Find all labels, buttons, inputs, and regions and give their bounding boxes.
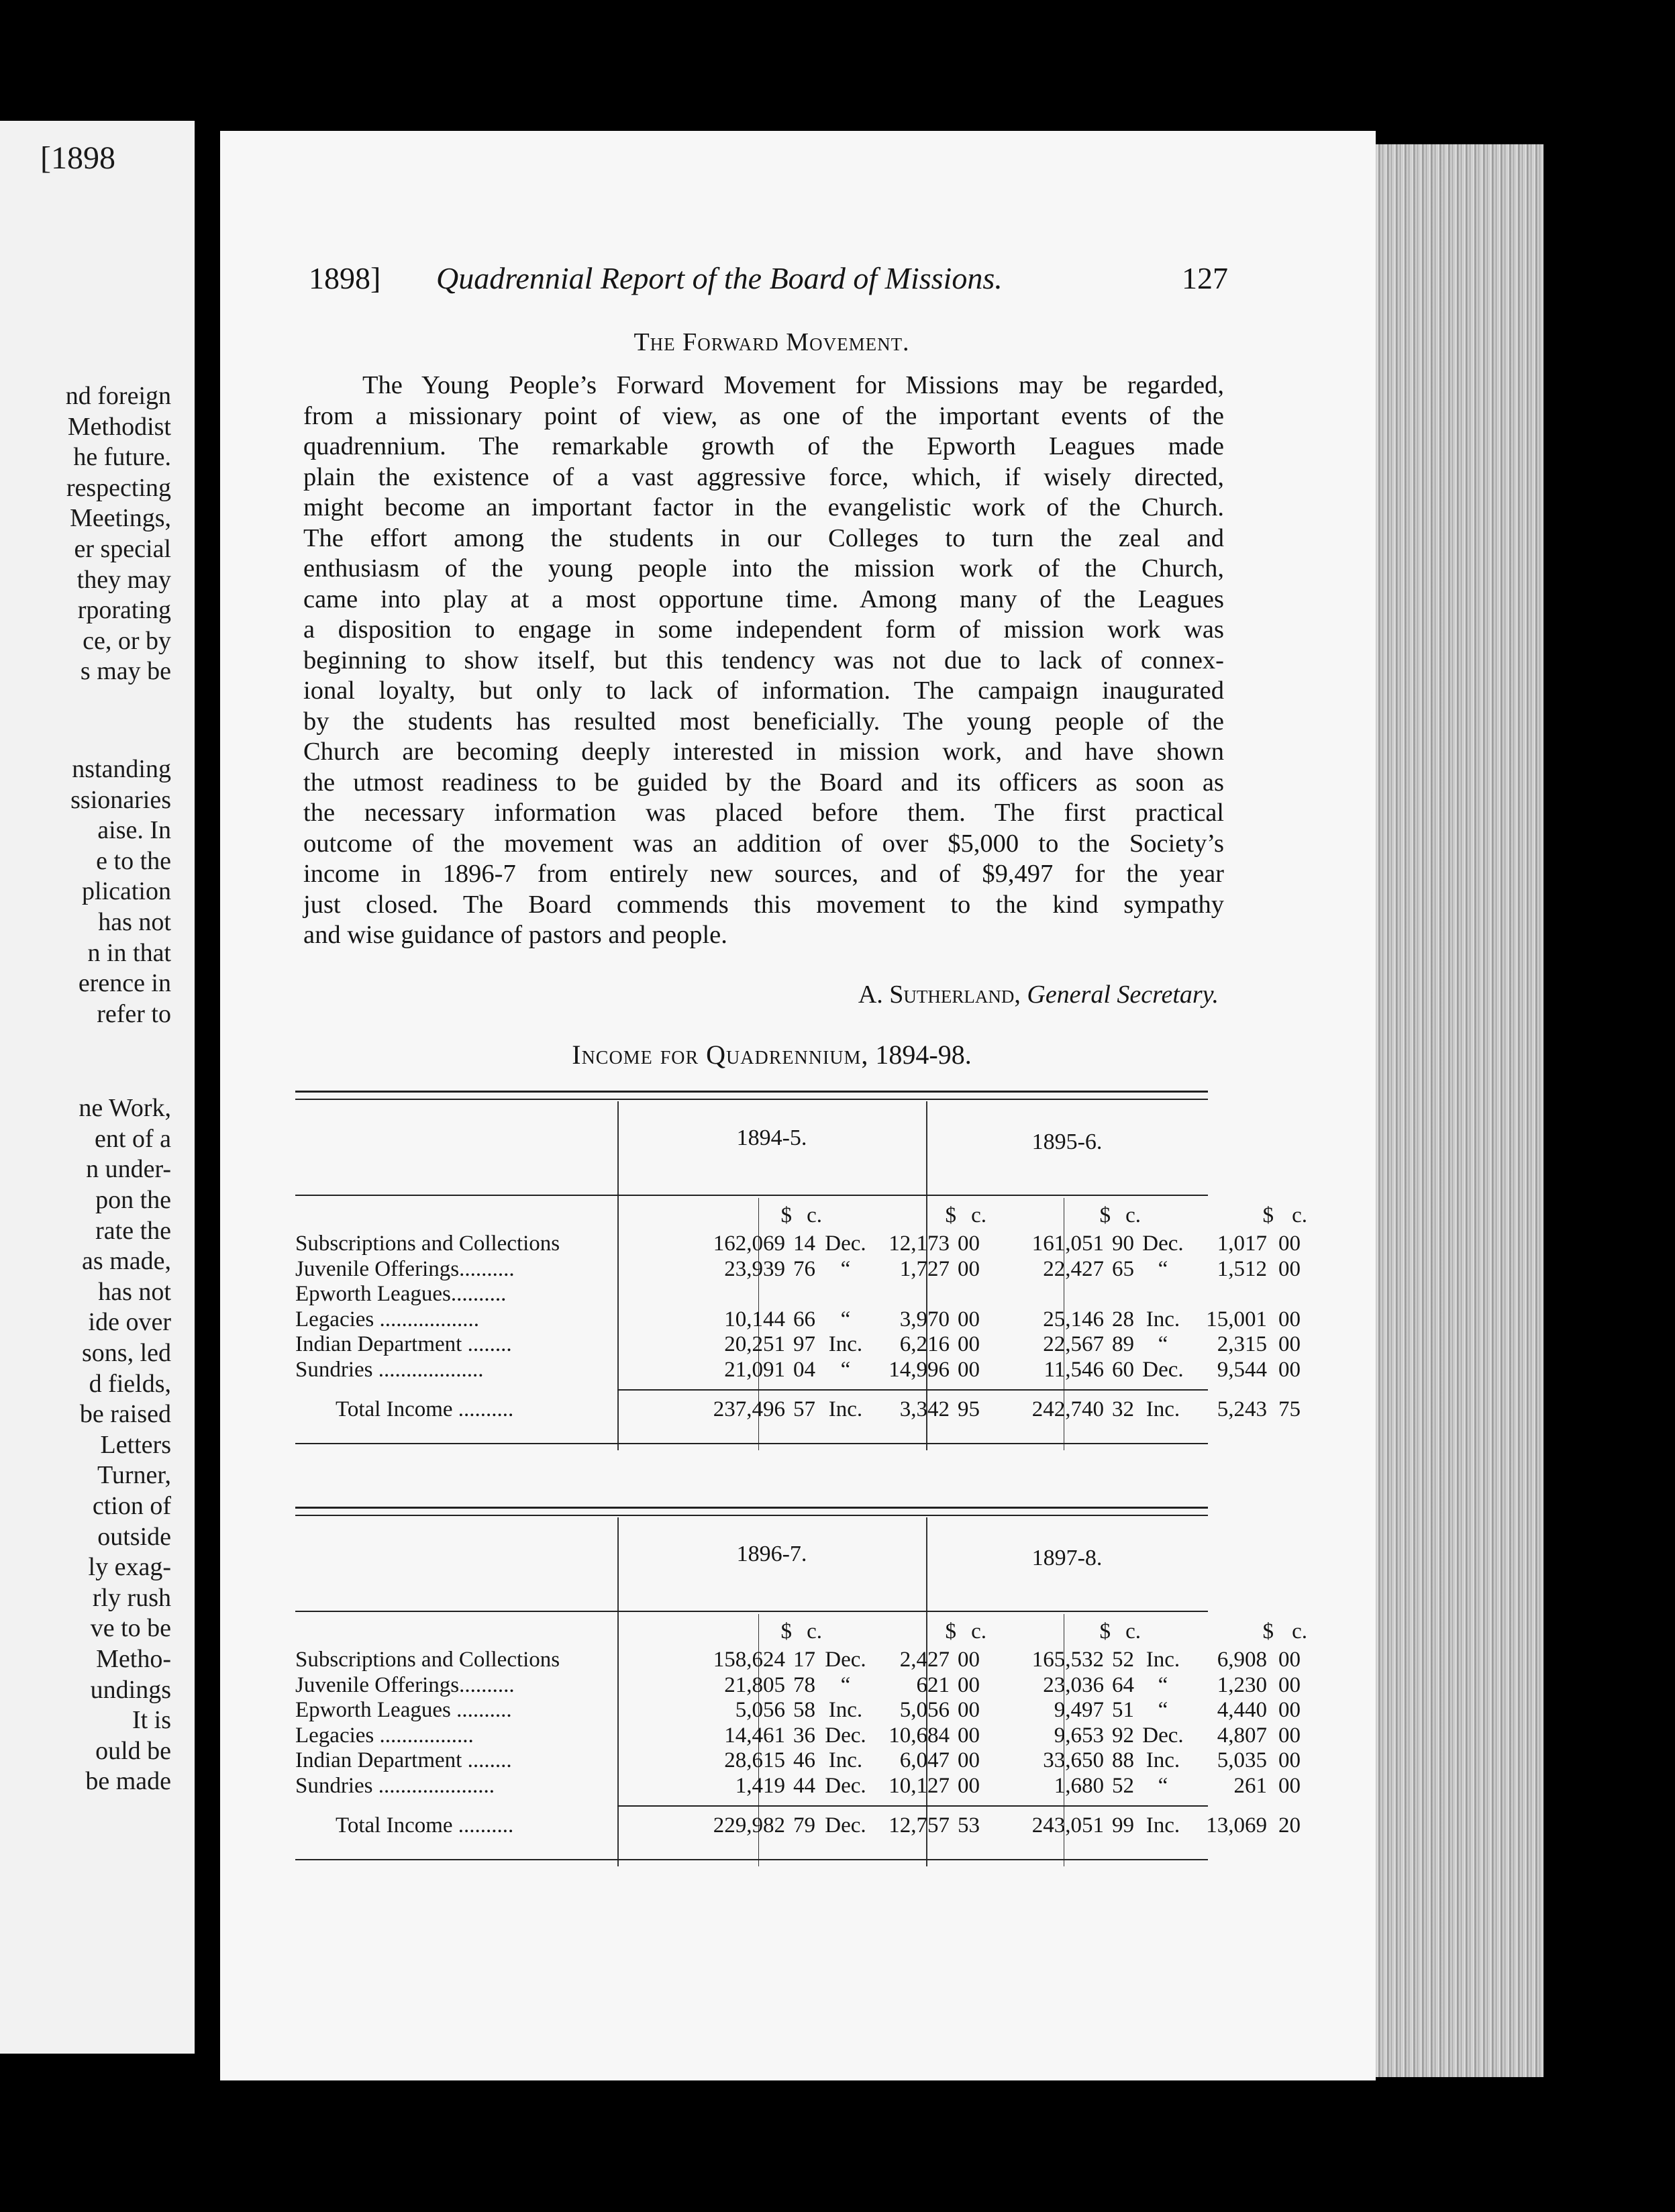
table-bottom-rule bbox=[295, 1859, 1208, 1860]
table-cell: 25,146 bbox=[1043, 1307, 1104, 1331]
table-cell: 23,939 bbox=[724, 1256, 785, 1281]
table-unit-label: $ bbox=[1099, 1619, 1111, 1644]
table-cell: 78 bbox=[793, 1672, 815, 1697]
table-cell: 22,567 bbox=[1043, 1332, 1104, 1356]
table-cell: 33,650 bbox=[1043, 1748, 1104, 1772]
table-total-cell: Dec. bbox=[825, 1813, 866, 1838]
table-cell: 1,419 bbox=[735, 1773, 785, 1798]
table-cell: 1,512 bbox=[1217, 1256, 1267, 1281]
income-title-years: 1894-98. bbox=[875, 1040, 972, 1070]
body-line: the utmost readiness to be guided by the Board and its officers as soon as bbox=[303, 768, 1224, 797]
table-total-cell: 79 bbox=[793, 1813, 815, 1838]
section-title: The Forward Movement. bbox=[633, 328, 910, 356]
body-line: The effort among the students in our Colleges to turn the zeal and bbox=[303, 523, 1224, 552]
table-cell: Dec. bbox=[825, 1723, 866, 1748]
income-table-1896-98 bbox=[295, 1507, 1307, 1882]
table-cell: “ bbox=[1158, 1698, 1168, 1722]
left-page-line: ssionaries bbox=[70, 785, 171, 814]
table-cell: 00 bbox=[958, 1357, 980, 1382]
table-cell: Inc. bbox=[1146, 1307, 1180, 1331]
table-cell: 2,315 bbox=[1217, 1332, 1267, 1356]
body-line: outcome of the movement was an addition of over $5,000 to the Society’s bbox=[303, 829, 1224, 858]
left-page-line: ce, or by bbox=[83, 626, 171, 655]
table-cell: 10,684 bbox=[889, 1723, 950, 1748]
table-cell: 21,091 bbox=[724, 1357, 785, 1382]
table-cell: Inc. bbox=[1146, 1748, 1180, 1772]
table-cell: 60 bbox=[1112, 1357, 1134, 1382]
table-bottom-rule bbox=[295, 1443, 1208, 1444]
table-column-divider bbox=[617, 1101, 619, 1450]
table-cell: “ bbox=[840, 1307, 851, 1331]
left-page-line: refer to bbox=[97, 999, 171, 1028]
table-cell: 12,173 bbox=[889, 1231, 950, 1256]
table-cell: Dec. bbox=[1142, 1357, 1184, 1382]
table-cell: 90 bbox=[1112, 1231, 1134, 1256]
table-cell: 89 bbox=[1112, 1332, 1134, 1356]
table-cell: Dec. bbox=[825, 1648, 866, 1672]
table-cell: 00 bbox=[1278, 1307, 1301, 1331]
table-total-cell: 75 bbox=[1278, 1397, 1301, 1421]
signature-name: A. Sutherland, bbox=[858, 981, 1021, 1009]
table-row-label: Subscriptions and Collections bbox=[295, 1231, 560, 1256]
table-header-rule bbox=[295, 1611, 1208, 1612]
table-column-divider bbox=[617, 1517, 619, 1866]
table-cell: Inc. bbox=[828, 1748, 863, 1772]
table-cell: 4,440 bbox=[1217, 1698, 1267, 1722]
table-cell: 4,807 bbox=[1217, 1723, 1267, 1748]
table-unit-label: $ bbox=[1262, 1203, 1274, 1227]
table-total-cell: 57 bbox=[793, 1397, 815, 1421]
table-cell: 1,680 bbox=[1054, 1773, 1104, 1798]
left-page-line: plication bbox=[82, 877, 171, 906]
left-page-line: ent of a bbox=[95, 1124, 171, 1153]
table-cell: 621 bbox=[916, 1672, 950, 1697]
table-unit-label: c. bbox=[1125, 1203, 1141, 1227]
table-cell: 20,251 bbox=[724, 1332, 785, 1356]
table-year-header: 1895-6. bbox=[1031, 1129, 1103, 1154]
table-cell: 1,017 bbox=[1217, 1231, 1267, 1256]
table-cell: 00 bbox=[1278, 1698, 1301, 1722]
left-page-line: be made bbox=[85, 1767, 171, 1796]
table-cell: 97 bbox=[793, 1332, 815, 1356]
table-cell: 00 bbox=[958, 1648, 980, 1672]
table-unit-label: $ bbox=[1262, 1619, 1274, 1644]
table-cell: Inc. bbox=[828, 1332, 863, 1356]
table-unit-label: c. bbox=[971, 1619, 986, 1644]
table-top-rule bbox=[295, 1515, 1208, 1516]
body-line: enthusiasm of the young people into the mission work of the Church, bbox=[303, 554, 1224, 583]
table-cell: 00 bbox=[1278, 1256, 1301, 1281]
table-total-label: Total Income .......... bbox=[336, 1813, 514, 1838]
left-page-line: Methodist bbox=[67, 412, 171, 441]
table-row-label: Epworth Leagues.......... bbox=[295, 1282, 507, 1306]
table-row-label: Epworth Leagues .......... bbox=[295, 1698, 512, 1722]
table-cell: 66 bbox=[793, 1307, 815, 1331]
left-page-line: Turner, bbox=[97, 1461, 171, 1490]
book-page-edges bbox=[1376, 144, 1543, 2077]
table-total-cell: 5,243 bbox=[1217, 1397, 1267, 1421]
left-page-line: has not bbox=[98, 907, 171, 936]
table-row-label: Juvenile Offerings.......... bbox=[295, 1672, 515, 1697]
table-unit-label: c. bbox=[971, 1203, 986, 1227]
left-page-line: sons, led bbox=[82, 1339, 171, 1368]
table-unit-label: $ bbox=[945, 1203, 956, 1227]
left-page-text bbox=[0, 381, 171, 1797]
body-line: came into play at a most opportune time. Among many of the Leagues bbox=[303, 585, 1224, 613]
table-total-cell: 99 bbox=[1112, 1813, 1134, 1838]
table-cell: 00 bbox=[1278, 1648, 1301, 1672]
table-row-label: Sundries ................... bbox=[295, 1357, 484, 1382]
table-cell: 00 bbox=[958, 1672, 980, 1697]
table-cell: 22,427 bbox=[1043, 1256, 1104, 1281]
body-line: the necessary information was placed before them. The first practical bbox=[303, 799, 1224, 827]
income-table-1894-96 bbox=[295, 1091, 1307, 1476]
table-unit-label: c. bbox=[807, 1619, 822, 1644]
table-cell: Dec. bbox=[1142, 1231, 1184, 1256]
left-page-line: e to the bbox=[96, 846, 171, 875]
signature bbox=[858, 980, 1219, 1009]
table-unit-label: $ bbox=[945, 1619, 956, 1644]
left-page-line: undings bbox=[90, 1675, 171, 1704]
table-total-cell: 3,342 bbox=[899, 1397, 950, 1421]
table-cell: 6,216 bbox=[899, 1332, 950, 1356]
table-row-label: Indian Department ........ bbox=[295, 1748, 512, 1772]
table-total-label: Total Income .......... bbox=[336, 1397, 514, 1421]
left-page-line: they may bbox=[77, 565, 171, 594]
table-total-cell: Inc. bbox=[1146, 1813, 1180, 1838]
table-cell: Inc. bbox=[1146, 1648, 1180, 1672]
table-cell: 6,047 bbox=[899, 1748, 950, 1772]
table-cell: 00 bbox=[1278, 1723, 1301, 1748]
table-cell: 11,546 bbox=[1044, 1357, 1104, 1382]
table-total-cell: 13,069 bbox=[1206, 1813, 1267, 1838]
table-cell: 88 bbox=[1112, 1748, 1134, 1772]
table-cell: 51 bbox=[1112, 1698, 1134, 1722]
left-page-line: Letters bbox=[100, 1430, 171, 1459]
body-paragraph bbox=[303, 370, 1224, 951]
table-cell: 161,051 bbox=[1031, 1231, 1104, 1256]
left-page-line: nd foreign bbox=[65, 382, 171, 410]
table-cell: 00 bbox=[958, 1698, 980, 1722]
table-top-rule bbox=[295, 1099, 1208, 1100]
left-page-line: ne Work, bbox=[79, 1094, 171, 1123]
left-page-line: has not bbox=[98, 1277, 171, 1306]
header-title: Quadrennial Report of the Board of Missions. bbox=[436, 261, 1003, 295]
table-cell: 1,727 bbox=[899, 1256, 950, 1281]
table-total-cell: 95 bbox=[958, 1397, 980, 1421]
table-cell: 17 bbox=[793, 1648, 815, 1672]
table-cell: 9,544 bbox=[1217, 1357, 1267, 1382]
table-cell: 9,497 bbox=[1054, 1698, 1104, 1722]
table-row-label: Legacies .................. bbox=[295, 1307, 480, 1331]
left-page-line: pon the bbox=[95, 1186, 171, 1215]
table-total-cell: 20 bbox=[1278, 1813, 1301, 1838]
table-total-cell: 237,496 bbox=[713, 1397, 785, 1421]
left-page-line: ly exag- bbox=[88, 1553, 171, 1582]
left-page-line: erence in bbox=[78, 969, 171, 998]
table-top-rule bbox=[295, 1507, 1208, 1509]
table-unit-label: $ bbox=[1099, 1203, 1111, 1227]
table-cell: 21,805 bbox=[724, 1672, 785, 1697]
left-page-line: as made, bbox=[82, 1247, 171, 1276]
body-line: ional loyalty, but only to lack of information. The campaign inaugurated bbox=[303, 676, 1224, 705]
table-cell: 00 bbox=[958, 1256, 980, 1281]
table-unit-label: $ bbox=[780, 1203, 792, 1227]
income-title bbox=[309, 1039, 1235, 1070]
table-unit-label: c. bbox=[1292, 1203, 1307, 1227]
body-line: from a missionary point of view, as one of the important events of the bbox=[303, 401, 1224, 430]
table-cell: Inc. bbox=[828, 1698, 863, 1722]
table-cell: “ bbox=[1158, 1672, 1168, 1697]
left-page-line: ould be bbox=[95, 1736, 171, 1765]
table-cell: 00 bbox=[958, 1332, 980, 1356]
table-cell: 158,624 bbox=[713, 1648, 785, 1672]
table-cell: 00 bbox=[958, 1748, 980, 1772]
left-page-line: be raised bbox=[79, 1400, 171, 1429]
table-cell: “ bbox=[840, 1357, 851, 1382]
table-cell: 00 bbox=[1278, 1357, 1301, 1382]
left-page-line: Meetings, bbox=[70, 504, 171, 533]
table-cell: 04 bbox=[793, 1357, 815, 1382]
table-cell: 28 bbox=[1112, 1307, 1134, 1331]
table-total-cell: 229,982 bbox=[713, 1813, 785, 1838]
table-total-cell: 243,051 bbox=[1031, 1813, 1104, 1838]
table-cell: 10,144 bbox=[724, 1307, 785, 1331]
left-page-line: rporating bbox=[77, 596, 171, 625]
table-cell: 58 bbox=[793, 1698, 815, 1722]
table-cell: Dec. bbox=[825, 1231, 866, 1256]
table-cell: 92 bbox=[1112, 1723, 1134, 1748]
left-page-line: n in that bbox=[87, 938, 171, 967]
body-line: plain the existence of a vast aggressive force, which, if wisely directed, bbox=[303, 462, 1224, 491]
left-page-line: ide over bbox=[88, 1308, 171, 1337]
table-unit-label: c. bbox=[807, 1203, 822, 1227]
table-cell: 3,970 bbox=[899, 1307, 950, 1331]
table-cell: 6,908 bbox=[1217, 1648, 1267, 1672]
body-line: might become an important factor in the evangelistic work of the Church. bbox=[303, 493, 1224, 521]
body-line: quadrennium. The remarkable growth of the Epworth Leagues made bbox=[303, 432, 1224, 460]
table-cell: “ bbox=[1158, 1256, 1168, 1281]
table-year-header: 1894-5. bbox=[736, 1125, 807, 1150]
left-page-line: n under- bbox=[86, 1155, 171, 1184]
left-page-line: respecting bbox=[66, 473, 171, 502]
table-cell: 00 bbox=[1278, 1231, 1301, 1256]
income-title-label: Income for Quadrennium, bbox=[572, 1040, 869, 1070]
table-unit-label: c. bbox=[1292, 1619, 1307, 1644]
table-cell: Dec. bbox=[1142, 1723, 1184, 1748]
left-page-header: [1898 bbox=[40, 140, 115, 176]
table-cell: 5,056 bbox=[735, 1698, 785, 1722]
table-cell: 00 bbox=[1278, 1773, 1301, 1798]
table-cell: “ bbox=[1158, 1332, 1168, 1356]
table-cell: 14,996 bbox=[889, 1357, 950, 1382]
table-row-label: Legacies ................. bbox=[295, 1723, 474, 1748]
table-cell: 00 bbox=[958, 1307, 980, 1331]
table-cell: 5,056 bbox=[899, 1698, 950, 1722]
body-line: beginning to show itself, but this tendency was not due to lack of connex- bbox=[303, 646, 1224, 674]
left-page-line: d fields, bbox=[89, 1369, 171, 1398]
body-line: a disposition to engage in some independent form of mission work was bbox=[303, 615, 1224, 644]
table-unit-label: c. bbox=[1125, 1619, 1141, 1644]
left-page-line: outside bbox=[97, 1522, 171, 1551]
table-total-cell: 12,757 bbox=[889, 1813, 950, 1838]
table-unit-label: $ bbox=[780, 1619, 792, 1644]
table-cell: 165,532 bbox=[1031, 1648, 1104, 1672]
table-cell: 14,461 bbox=[724, 1723, 785, 1748]
table-cell: Dec. bbox=[825, 1773, 866, 1798]
body-line: Church are becoming deeply interested in mission work, and have shown bbox=[303, 738, 1224, 766]
table-total-cell: Inc. bbox=[828, 1397, 863, 1421]
table-row-label: Juvenile Offerings.......... bbox=[295, 1256, 515, 1281]
table-cell: 76 bbox=[793, 1256, 815, 1281]
body-line: The Young People’s Forward Movement for Missions may be regarded, bbox=[362, 371, 1224, 399]
table-cell: 15,001 bbox=[1206, 1307, 1267, 1331]
table-cell: 5,035 bbox=[1217, 1748, 1267, 1772]
body-line: income in 1896-7 from entirely new sources, and of $9,497 for the year bbox=[303, 860, 1224, 888]
table-total-rule bbox=[617, 1805, 1208, 1807]
body-line: by the students has resulted most beneficially. The young people of the bbox=[303, 707, 1224, 736]
left-page-line: aise. In bbox=[97, 816, 171, 845]
left-page-line: ve to be bbox=[90, 1614, 171, 1643]
table-cell: 00 bbox=[958, 1773, 980, 1798]
table-cell: 9,653 bbox=[1054, 1723, 1104, 1748]
table-cell: 00 bbox=[1278, 1672, 1301, 1697]
table-cell: “ bbox=[840, 1672, 851, 1697]
running-head bbox=[309, 260, 1235, 307]
left-page-line: Metho- bbox=[96, 1644, 171, 1673]
table-cell: 44 bbox=[793, 1773, 815, 1798]
left-page-line: It is bbox=[132, 1706, 171, 1735]
left-page-line: he future. bbox=[73, 443, 171, 472]
table-row-label: Subscriptions and Collections bbox=[295, 1648, 560, 1672]
table-cell: 52 bbox=[1112, 1773, 1134, 1798]
table-cell: 00 bbox=[1278, 1748, 1301, 1772]
body-line: just closed. The Board commends this movement to the kind sympathy bbox=[303, 890, 1224, 919]
left-page-line: s may be bbox=[80, 657, 171, 686]
table-row-label: Sundries ..................... bbox=[295, 1773, 495, 1798]
table-cell: 52 bbox=[1112, 1648, 1134, 1672]
body-line: and wise guidance of pastors and people. bbox=[303, 921, 727, 949]
table-cell: 261 bbox=[1233, 1773, 1267, 1798]
page-number: 127 bbox=[1182, 261, 1228, 295]
table-year-header: 1896-7. bbox=[736, 1542, 807, 1566]
table-cell: 00 bbox=[958, 1723, 980, 1748]
header-year: 1898] bbox=[309, 261, 381, 295]
table-cell: 64 bbox=[1112, 1672, 1134, 1697]
table-row-label: Indian Department ........ bbox=[295, 1332, 512, 1356]
table-cell: “ bbox=[840, 1256, 851, 1281]
table-cell: 36 bbox=[793, 1723, 815, 1748]
table-total-cell: Inc. bbox=[1146, 1397, 1180, 1421]
left-page-line: rate the bbox=[95, 1216, 171, 1245]
signature-title: General Secretary. bbox=[1027, 981, 1219, 1009]
table-cell: 65 bbox=[1112, 1256, 1134, 1281]
left-page-line: ction of bbox=[92, 1492, 171, 1520]
table-cell: 10,127 bbox=[889, 1773, 950, 1798]
table-cell: 23,036 bbox=[1043, 1672, 1104, 1697]
table-cell: 46 bbox=[793, 1748, 815, 1772]
table-top-rule bbox=[295, 1091, 1208, 1093]
left-page-line: nstanding bbox=[72, 754, 171, 783]
table-cell: 00 bbox=[1278, 1332, 1301, 1356]
table-cell: 2,427 bbox=[899, 1648, 950, 1672]
table-cell: 1,230 bbox=[1217, 1672, 1267, 1697]
table-cell: 14 bbox=[793, 1231, 815, 1256]
left-page-line: er special bbox=[74, 534, 171, 563]
table-total-cell: 53 bbox=[958, 1813, 980, 1838]
table-total-rule bbox=[617, 1389, 1208, 1391]
table-cell: 00 bbox=[958, 1231, 980, 1256]
table-year-header: 1897-8. bbox=[1031, 1546, 1103, 1570]
table-cell: 28,615 bbox=[724, 1748, 785, 1772]
table-cell: 162,069 bbox=[713, 1231, 785, 1256]
table-total-cell: 32 bbox=[1112, 1397, 1134, 1421]
left-page-line: rly rush bbox=[92, 1583, 171, 1612]
table-cell: “ bbox=[1158, 1773, 1168, 1798]
table-header-rule bbox=[295, 1195, 1208, 1196]
table-total-cell: 242,740 bbox=[1031, 1397, 1104, 1421]
